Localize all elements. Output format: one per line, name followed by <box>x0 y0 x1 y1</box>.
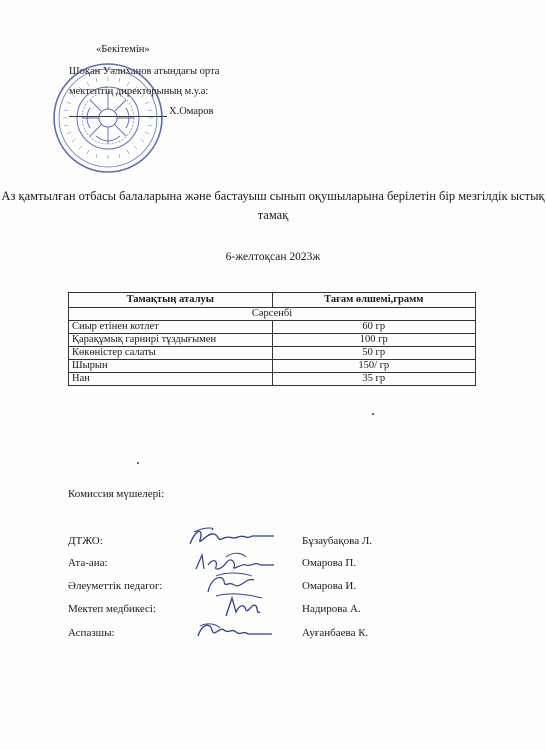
member-role: Әлеуметтік педагог: <box>68 580 163 592</box>
table-row <box>69 321 476 334</box>
table-header-row <box>69 293 476 308</box>
table-row <box>69 347 476 360</box>
column-header-dish: Тамақтың аталуы <box>69 293 273 308</box>
dish-amount: 60 гр <box>272 321 476 334</box>
table-row <box>69 334 476 347</box>
signature-4 <box>186 592 276 618</box>
dish-name: Қарақұмық гарнирі тұздығымен <box>69 334 273 347</box>
day-of-week: Сәрсенбі <box>69 308 476 321</box>
table-day-row <box>69 308 476 321</box>
school-name: Шоқан Уәлиханов атындағы орта <box>69 66 220 77</box>
member-name: Омарова И. <box>302 580 357 592</box>
official-seal <box>52 62 164 174</box>
signature-1 <box>186 524 276 550</box>
scan-speck <box>372 413 374 415</box>
scan-speck <box>137 462 139 464</box>
dish-amount: 35 гр <box>272 373 476 386</box>
member-name: Омарова П. <box>302 557 357 569</box>
director-title: мектептің директорының м.у.а: <box>69 86 209 97</box>
signature-5 <box>186 618 276 644</box>
member-name: Бұзаубақова Л. <box>302 535 373 547</box>
table-row <box>69 360 476 373</box>
member-role: Мектеп медбикесі: <box>68 603 157 615</box>
member-name: Ауғанбаева К. <box>302 627 369 639</box>
dish-name: Нан <box>69 373 273 386</box>
dish-name: Шырын <box>69 360 273 373</box>
column-header-amount: Тағам өлшемі,грамм <box>272 293 476 308</box>
dish-name: Сиыр етінен котлет <box>69 321 273 334</box>
menu-table <box>68 292 476 386</box>
member-role: Ата-ана: <box>68 557 108 569</box>
document-date: 6-желтоқсан 2023ж <box>225 251 321 263</box>
member-role: ДТЖО: <box>68 535 103 547</box>
document-title: Аз қамтылған отбасы балаларына және бастауыш сынып оқушыларына берілетін бір мезгілдік ыстық тамақ <box>1 189 545 222</box>
dish-amount: 150/ гр <box>272 360 476 373</box>
commission-title: Комиссия мүшелері: <box>68 488 165 500</box>
dish-amount: 100 гр <box>272 334 476 347</box>
approval-label: «Бекітемін» <box>96 44 150 55</box>
dish-amount: 50 гр <box>272 347 476 360</box>
member-role: Аспазшы: <box>68 627 115 639</box>
director-name: Х.Омаров <box>169 106 214 117</box>
table-row <box>69 373 476 386</box>
dish-name: Көкөністер салаты <box>69 347 273 360</box>
member-name: Надирова А. <box>302 603 361 615</box>
